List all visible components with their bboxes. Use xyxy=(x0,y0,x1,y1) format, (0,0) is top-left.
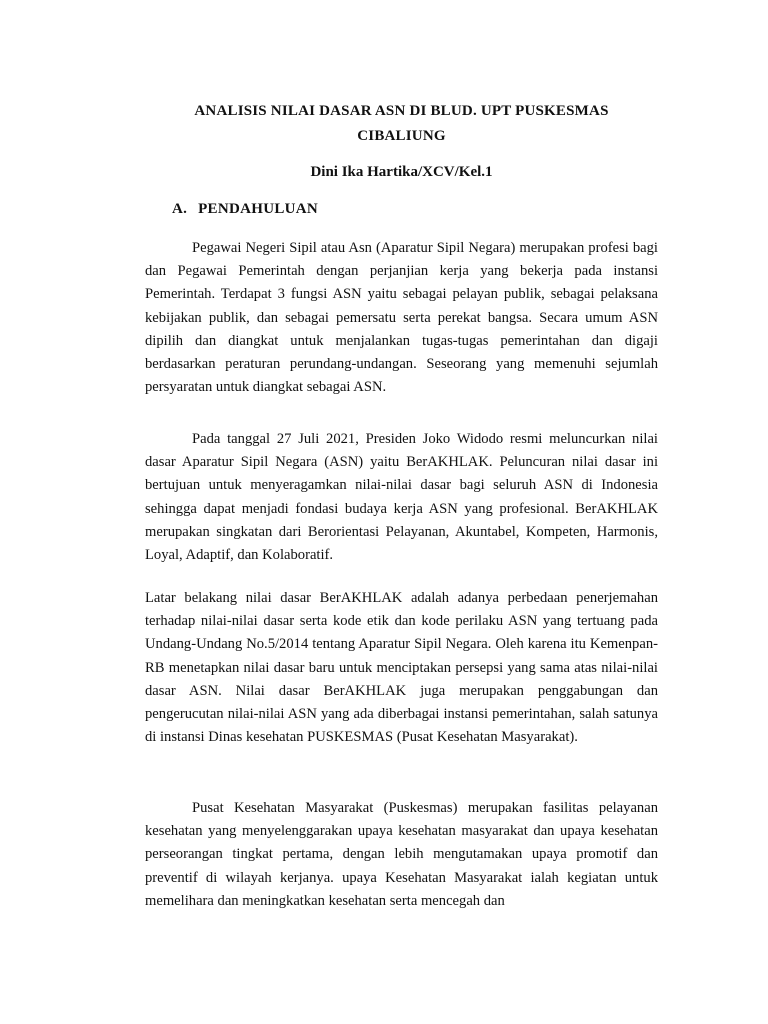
section-title: PENDAHULUAN xyxy=(198,201,319,217)
paragraph-4: Pusat Kesehatan Masyarakat (Puskesmas) merupakan fasilitas pelayanan kesehatan yang menyelenggarakan upaya kesehatan masyarakat dan upaya kesehatan perseorangan tingkat pertama, dengan lebih mengutamakan upaya promotif dan preventif di wilayah kerjanya. upaya Kesehatan Masyarakat ialah kegiatan untuk memelihara dan meningkatkan kesehatan serta mencegah dan xyxy=(145,800,658,909)
document-title-line-2: CIBALIUNG xyxy=(357,128,446,144)
paragraph-3: Latar belakang nilai dasar BerAKHLAK adalah adanya perbedaan penerjemahan terhadap nilai-nilai dasar serta kode etik dan kode perilaku ASN yang tertuang pada Undang-Undang No.5/2014 tentang Aparatur Sipil Negara. Oleh karena itu Kemenpan-RB menetapkan nilai dasar baru untuk menciptakan persepsi yang sama atas nilai-nilai dasar ASN. Nilai dasar BerAKHLAK juga merupakan penggabungan dan pengerucutan nilai-nilai ASN yang ada diberbagai instansi pemerintahan, salah satunya di instansi Dinas kesehatan PUSKESMAS (Pusat Kesehatan Masyarakat). xyxy=(145,590,658,746)
paragraph-1: Pegawai Negeri Sipil atau Asn (Aparatur Sipil Negara) merupakan profesi bagi dan Pegawai Pemerintah dengan perjanjian kerja yang bekerja pada instansi Pemerintah. Terdapat 3 fungsi ASN yaitu sebagai pelayan publik, sebagai pelaksana kebijakan publik, dan sebagai pemersatu serta perekat bangsa. Secara umum ASN dipilih dan diangkat untuk menjalankan tugas-tugas pemerintahan dan digaji berdasarkan peraturan perundang-undangan. Seseorang yang memenuhi sejumlah persyaratan untuk diangkat sebagai ASN. xyxy=(145,240,658,396)
author-line: Dini Ika Hartika/XCV/Kel.1 xyxy=(310,164,493,180)
section-heading xyxy=(172,201,318,218)
section-number: A. xyxy=(172,201,188,217)
document-title-line-1: ANALISIS NILAI DASAR ASN DI BLUD. UPT PUSKESMAS xyxy=(194,103,609,119)
paragraph-2: Pada tanggal 27 Juli 2021, Presiden Joko Widodo resmi meluncurkan nilai dasar Aparatur Sipil Negara (ASN) yaitu BerAKHLAK. Peluncuran nilai dasar ini bertujuan untuk menyeragamkan nilai-nilai dasar bagi seluruh ASN di Indonesia sehingga dapat menjadi fondasi budaya kerja ASN yang profesional. BerAKHLAK merupakan singkatan dari Berorientasi Pelayanan, Akuntabel, Kompeten, Harmonis, Loyal, Adaptif, dan Kolaboratif. xyxy=(145,431,658,564)
